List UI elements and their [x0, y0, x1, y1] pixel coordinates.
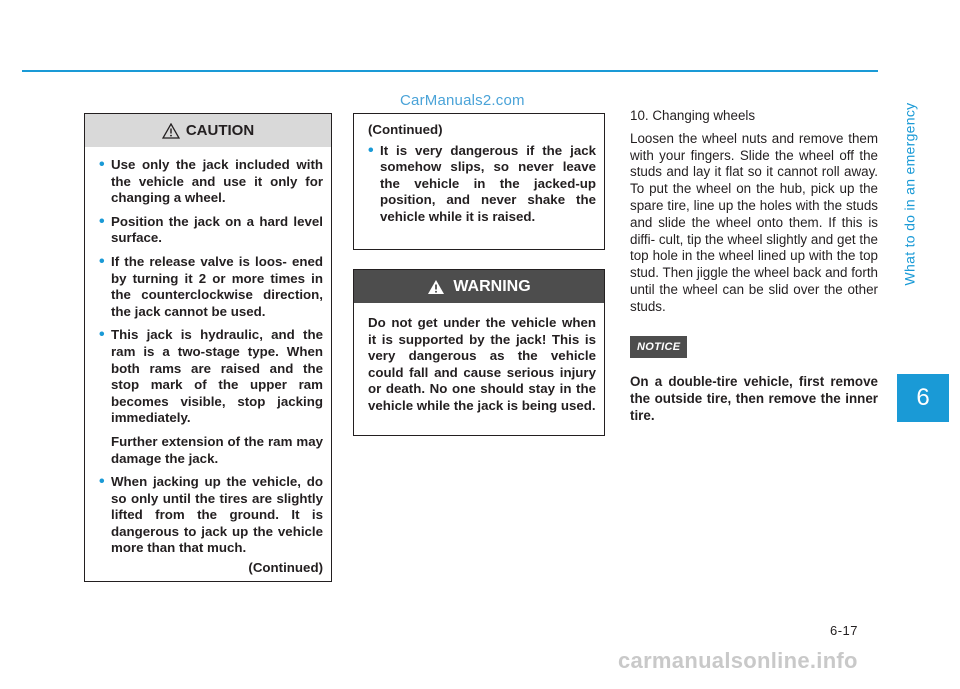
caution-continued: (Continued) — [248, 560, 323, 576]
caution-body — [85, 147, 331, 577]
chapter-tab: 6 — [897, 374, 949, 422]
section-body: Loosen the wheel nuts and remove them with your fingers. Slide the wheel off the studs and lay it flat so it cannot roll away. To put the wheel on the hub, pick up the spare tire, line up the holes with the studs and slide the wheel onto them. If this is diffi- cult, tip the wheel slightly and get the top hole in the wheel lined up with the top stud. Then jiggle the wheel back and forth until the wheel can be slid over the other studs. — [630, 130, 878, 314]
warning-body: Do not get under the vehicle when it is supported by the jack! This is very dangerous as the vehicle could fall and cause serious injury or death. No one should stay in the vehicle while the jack is being used. — [368, 315, 596, 413]
caution-item: • If the release valve is loos- ened by turning it 2 or more times in the counterclockwise direction, the jack cannot be used. — [99, 254, 323, 320]
top-rule — [22, 70, 878, 72]
caution-item: • This jack is hydraulic, and the ram is a two-stage type. When both rams are raised and the stop mark of the upper ram becomes visible, stop jacking immediately. — [99, 327, 323, 427]
caution-box — [84, 113, 332, 582]
caution-header — [85, 114, 331, 147]
continued-box — [353, 113, 605, 250]
caution-title: CAUTION — [185, 122, 255, 139]
continued-body — [354, 114, 604, 226]
changing-wheels-section — [630, 108, 878, 425]
caution-extension-note: Further extension of the ram may damage the jack. — [111, 433, 323, 466]
notice-badge: NOTICE — [630, 336, 687, 359]
page-number: 6-17 — [830, 623, 859, 638]
warning-title: WARNING — [453, 277, 531, 295]
notice-body: On a double-tire vehicle, first remove the outside tire, then remove the inner tire. — [630, 374, 878, 423]
caution-item: • Position the jack on a hard level surface. — [99, 214, 323, 247]
section-side-label — [897, 24, 921, 364]
continued-heading: (Continued) — [368, 122, 443, 137]
watermark-bottom: carmanualsonline.info — [618, 648, 858, 673]
continued-item: • It is very dangerous if the jack somehow slips, so never leave the vehicle in the jacked-up position, and never shake the vehicle while it is raised. — [368, 143, 596, 226]
warning-box — [353, 269, 605, 436]
warning-header — [354, 270, 604, 303]
section-title: 10. Changing wheels — [630, 108, 756, 123]
caution-triangle-icon — [162, 123, 180, 139]
watermark-top: CarManuals2.com — [400, 92, 525, 109]
section-side-label-text: What to do in an emergency — [901, 102, 917, 286]
caution-item: • When jacking up the vehicle, do so only until the tires are slightly lifted from the ground. It is dangerous to jack up the vehicle more than that much. — [99, 474, 323, 557]
caution-item: • Use only the jack included with the vehicle and use it only for changing a wheel. — [99, 157, 323, 207]
warning-triangle-icon — [427, 279, 445, 295]
